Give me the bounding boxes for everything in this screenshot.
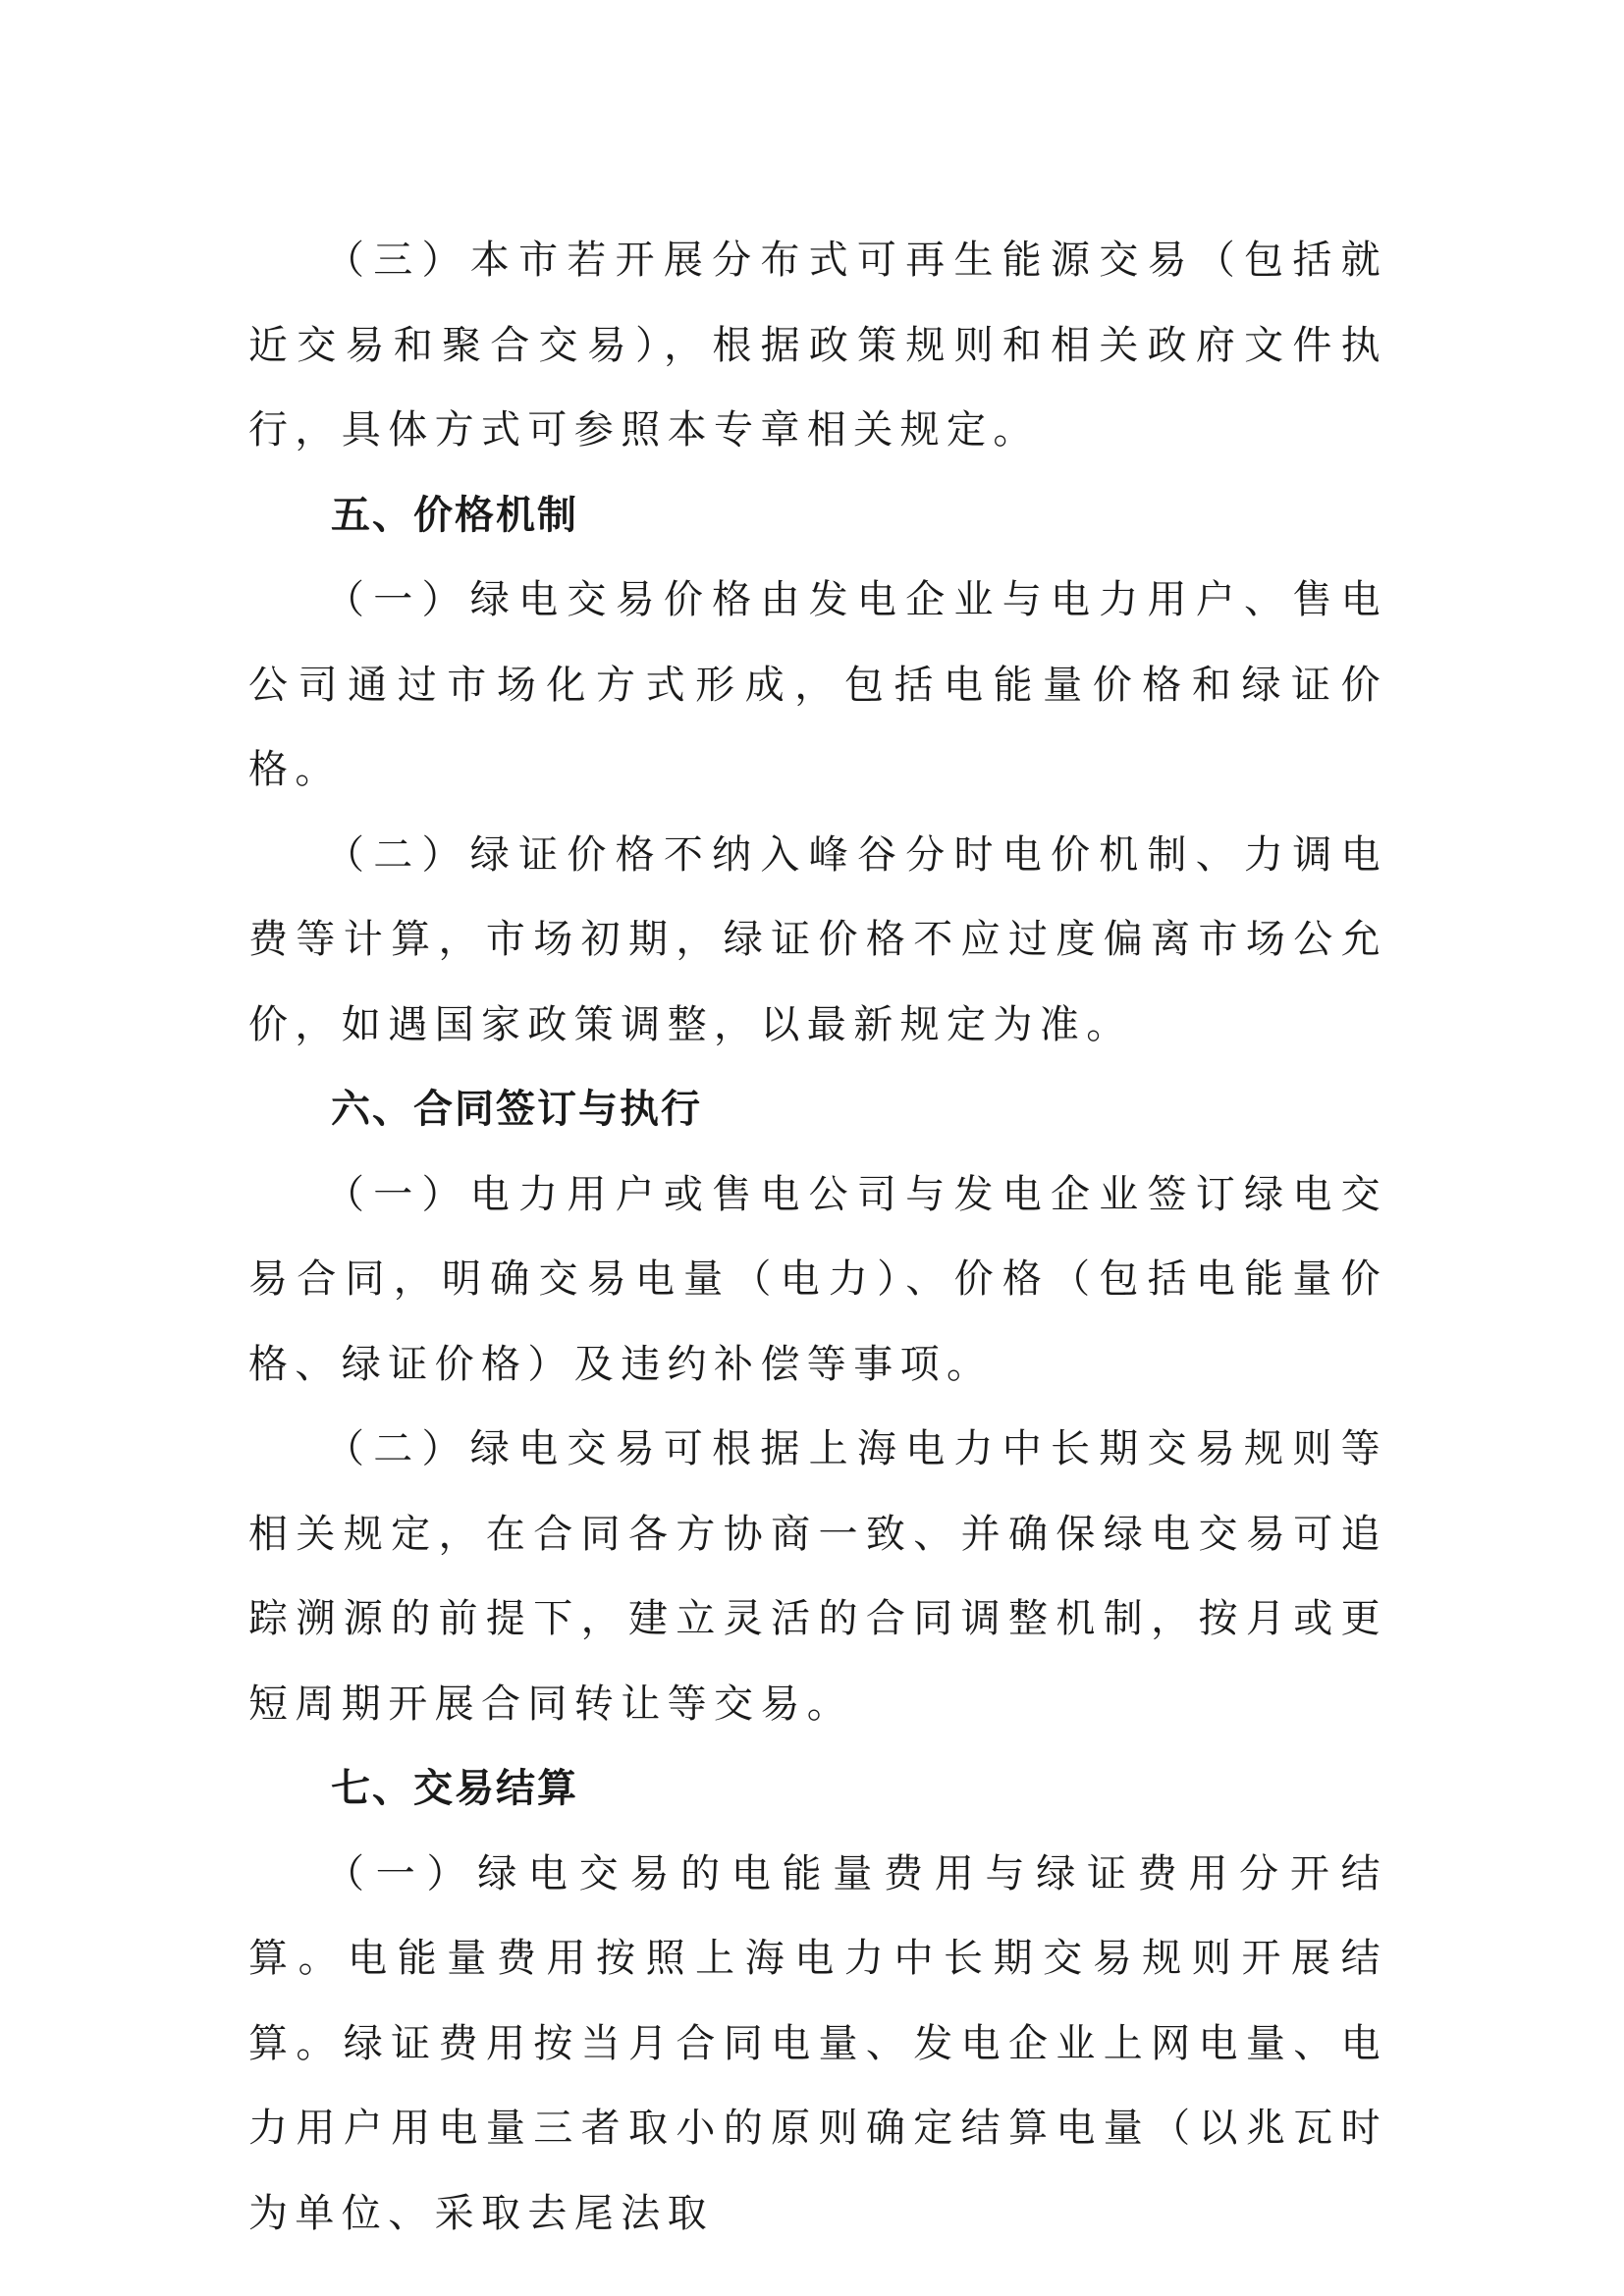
para-contract-terms: （一）电力用户或售电公司与发电企业签订绿电交易合同，明确交易电量（电力）、价格（包括电能量价格、绿证价格）及违约补偿等事项。 bbox=[248, 1171, 1387, 1387]
document-body bbox=[248, 218, 1387, 2256]
heading-contract-signing: 六、合同签订与执行 bbox=[331, 1087, 702, 1132]
heading-settlement: 七、交易结算 bbox=[331, 1766, 578, 1811]
para-contract-adjustment: （二）绿电交易可根据上海电力中长期交易规则等相关规定，在合同各方协商一致、并确保绿电交易可追踪溯源的前提下，建立灵活的合同调整机制，按月或更短周期开展合同转让等交易。 bbox=[248, 1426, 1387, 1727]
para-settlement-rules: （一）绿电交易的电能量费用与绿证费用分开结算。电能量费用按照上海电力中长期交易规则开展结算。绿证费用按当月合同电量、发电企业上网电量、电力用户用电量三者取小的原则确定结算电量（以兆瓦时为单位、采取去尾法取 bbox=[248, 1850, 1387, 2236]
heading-price-mechanism: 五、价格机制 bbox=[331, 492, 578, 538]
para-certificate-price: （二）绿证价格不纳入峰谷分时电价机制、力调电费等计算，市场初期，绿证价格不应过度偏离市场公允价，如遇国家政策调整，以最新规定为准。 bbox=[248, 831, 1387, 1047]
para-price-formation: （一）绿电交易价格由发电企业与电力用户、售电公司通过市场化方式形成，包括电能量价格和绿证价格。 bbox=[248, 577, 1387, 792]
para-distributed-renewable: （三）本市若开展分布式可再生能源交易（包括就近交易和聚合交易），根据政策规则和相关政府文件执行，具体方式可参照本专章相关规定。 bbox=[248, 238, 1387, 453]
